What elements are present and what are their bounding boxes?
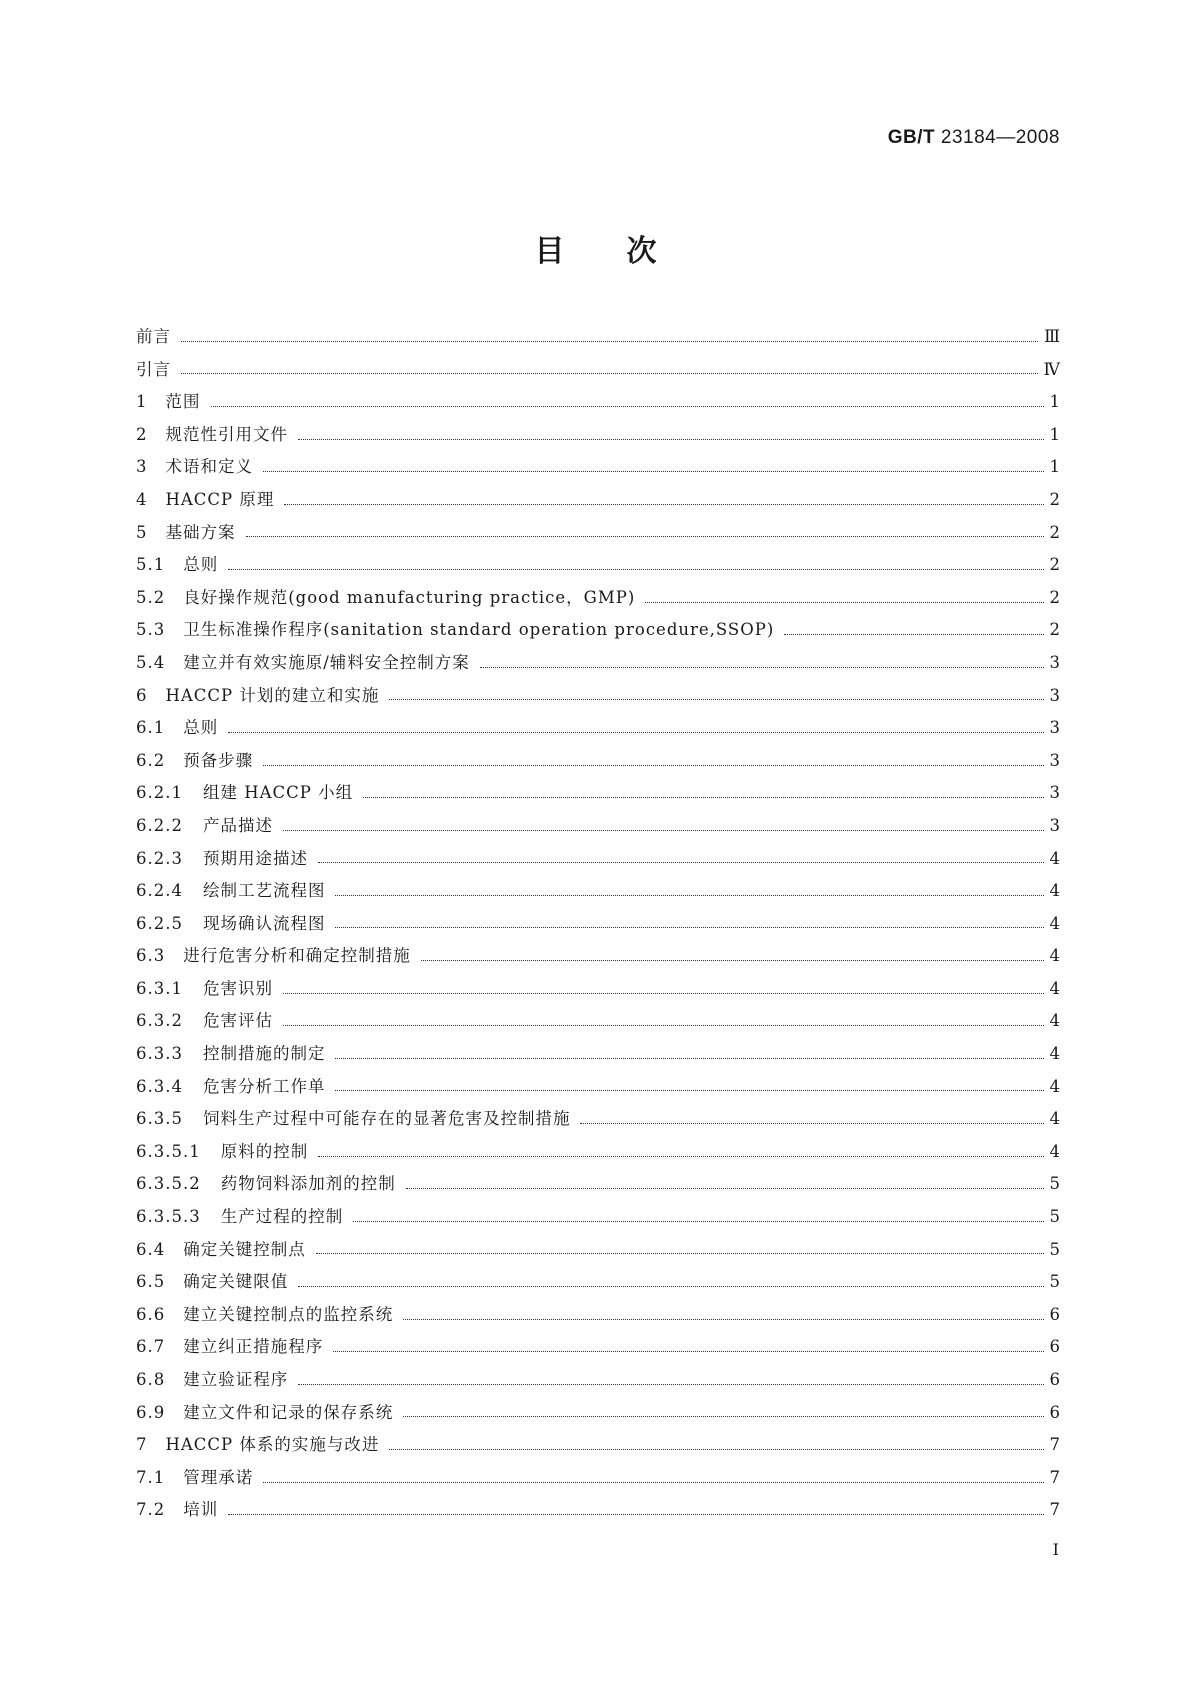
- toc-entry-number: 6.2.3: [136, 848, 183, 868]
- toc-entry-title: 现场确认流程图: [202, 913, 326, 933]
- toc-entry-number: 6.3.3: [136, 1044, 183, 1064]
- toc-entry-number: 7.2: [136, 1500, 166, 1520]
- toc-entry-title: HACCP 体系的实施与改进: [165, 1435, 380, 1455]
- toc-entry[interactable]: [136, 419, 1060, 452]
- toc-leader-dots: [298, 1286, 1043, 1287]
- toc-entry-number: 6.7: [136, 1337, 166, 1357]
- toc-entry-title: HACCP 计划的建立和实施: [165, 685, 380, 705]
- toc-leader-dots: [283, 1025, 1044, 1026]
- toc-entry-title: 规范性引用文件: [165, 424, 288, 444]
- toc-entry-page: 4: [1049, 1044, 1060, 1064]
- toc-leader-dots: [316, 1253, 1044, 1254]
- toc-entry-page: 2: [1049, 489, 1060, 509]
- toc-leader-dots: [403, 1319, 1043, 1320]
- toc-entry-title: 建立文件和记录的保存系统: [183, 1402, 394, 1422]
- toc-entry-page: Ⅳ: [1043, 359, 1060, 379]
- standard-prefix: GB/T: [887, 127, 936, 148]
- toc-entry-number: 5.1: [136, 555, 166, 575]
- toc-leader-dots: [784, 634, 1043, 635]
- page-number: Ⅰ: [1052, 1540, 1059, 1559]
- standard-code: 23184—2008: [940, 127, 1060, 148]
- toc-entry[interactable]: [136, 582, 1060, 615]
- toc-leader-dots: [421, 960, 1044, 961]
- toc-entry-title: 控制措施的制定: [202, 1044, 326, 1064]
- toc-entry-title: 基础方案: [165, 522, 236, 542]
- toc-entry-number: 6.3.5.3: [136, 1207, 201, 1227]
- toc-entry-page: 2: [1049, 522, 1060, 542]
- toc-leader-dots: [263, 471, 1044, 472]
- toc-entry-page: 7: [1049, 1500, 1060, 1520]
- toc-entry[interactable]: [136, 354, 1060, 387]
- toc-entry-title: 生产过程的控制: [220, 1207, 344, 1227]
- toc-entry-page: 3: [1049, 685, 1060, 705]
- toc-leader-dots: [228, 1514, 1043, 1515]
- toc-entry[interactable]: [136, 1136, 1060, 1169]
- toc-entry-title: 产品描述: [202, 815, 273, 835]
- toc-entry[interactable]: [136, 1462, 1060, 1495]
- table-of-contents: [136, 321, 1060, 1527]
- toc-entry-title: HACCP 原理: [165, 489, 275, 509]
- toc-entry-title: 绘制工艺流程图: [202, 881, 326, 901]
- toc-entry-page: 2: [1049, 620, 1060, 640]
- toc-entry[interactable]: [136, 386, 1060, 419]
- toc-entry-number: 5.4: [136, 652, 166, 672]
- toc-entry[interactable]: [136, 843, 1060, 876]
- toc-entry-page: 3: [1049, 652, 1060, 672]
- toc-entry-page: 7: [1049, 1467, 1060, 1487]
- toc-entry[interactable]: [136, 777, 1060, 810]
- toc-entry-page: 3: [1049, 815, 1060, 835]
- toc-entry-page: 4: [1049, 881, 1060, 901]
- toc-entry-page: 3: [1049, 750, 1060, 770]
- toc-leader-dots: [298, 1384, 1043, 1385]
- toc-leader-dots: [283, 830, 1044, 831]
- toc-entry-number: 6: [136, 685, 148, 705]
- toc-leader-dots: [263, 765, 1043, 766]
- toc-entry-page: 1: [1049, 392, 1060, 412]
- toc-entry[interactable]: [136, 1364, 1060, 1397]
- toc-leader-dots: [298, 439, 1044, 440]
- toc-entry-title: 卫生标准操作程序(sanitation standard operation procedure,SSOP): [183, 620, 775, 640]
- toc-entry-page: 4: [1049, 848, 1060, 868]
- toc-entry[interactable]: [136, 1397, 1060, 1430]
- toc-entry[interactable]: [136, 1234, 1060, 1267]
- toc-entry-number: 6.3.5.1: [136, 1141, 201, 1161]
- toc-entry-title: 危害识别: [202, 978, 273, 998]
- toc-entry-title: 建立纠正措施程序: [183, 1337, 324, 1357]
- toc-entry-number: 6.1: [136, 718, 166, 738]
- toc-entry-number: 5.3: [136, 620, 166, 640]
- toc-entry-number: 6.2.2: [136, 815, 183, 835]
- toc-entry[interactable]: [136, 321, 1060, 354]
- toc-entry-number: 6.3.5: [136, 1109, 183, 1129]
- toc-entry-page: 2: [1049, 555, 1060, 575]
- toc-entry[interactable]: [136, 1038, 1060, 1071]
- toc-entry-number: 6.2.5: [136, 913, 183, 933]
- toc-leader-dots: [283, 993, 1044, 994]
- toc-entry-page: 1: [1049, 424, 1060, 444]
- toc-entry[interactable]: [136, 647, 1060, 680]
- toc-entry-number: 6.5: [136, 1272, 166, 1292]
- toc-entry-page: 5: [1049, 1239, 1060, 1259]
- toc-entry-number: 6.8: [136, 1370, 166, 1389]
- toc-entry-title: 进行危害分析和确定控制措施: [183, 946, 411, 966]
- toc-entry-number: 6.3.4: [136, 1076, 183, 1096]
- toc-entry-number: 6.2.4: [136, 881, 183, 901]
- toc-entry[interactable]: [136, 484, 1060, 517]
- toc-leader-dots: [318, 862, 1044, 863]
- toc-entry[interactable]: [136, 745, 1060, 778]
- toc-entry-number: 1: [136, 392, 148, 412]
- toc-entry-title: 管理承诺: [183, 1467, 254, 1487]
- toc-entry-title: 原料的控制: [220, 1141, 309, 1161]
- toc-entry-page: 4: [1049, 1011, 1060, 1031]
- toc-entry-page: 3: [1049, 718, 1060, 738]
- toc-entry-title: 建立关键控制点的监控系统: [183, 1304, 394, 1324]
- toc-entry[interactable]: [136, 1103, 1060, 1136]
- toc-entry[interactable]: [136, 517, 1060, 550]
- toc-leader-dots: [228, 732, 1043, 733]
- toc-entry-page: 2: [1049, 587, 1060, 607]
- toc-entry-page: 1: [1049, 457, 1060, 477]
- toc-entry-page: 6: [1049, 1370, 1060, 1389]
- toc-leader-dots: [335, 895, 1043, 896]
- toc-entry-page: 6: [1049, 1337, 1060, 1357]
- toc-entry-title: 确定关键限值: [183, 1272, 289, 1292]
- toc-entry[interactable]: [136, 1168, 1060, 1201]
- toc-leader-dots: [335, 1058, 1043, 1059]
- toc-entry-page: 4: [1049, 946, 1060, 966]
- toc-entry-title: 饲料生产过程中可能存在的显著危害及控制措施: [202, 1109, 571, 1129]
- toc-entry[interactable]: [136, 712, 1060, 745]
- toc-entry-number: 6.3.5.2: [136, 1174, 201, 1194]
- toc-entry-number: 5: [136, 522, 148, 542]
- toc-entry-number: 6.2: [136, 750, 166, 770]
- toc-leader-dots: [284, 504, 1043, 505]
- toc-leader-dots: [211, 406, 1044, 407]
- toc-entry-title: 危害评估: [202, 1011, 273, 1031]
- toc-entry-number: 7: [136, 1435, 148, 1455]
- toc-entry[interactable]: [136, 680, 1060, 713]
- toc-leader-dots: [335, 1090, 1043, 1091]
- toc-entry-title: 范围: [165, 392, 201, 412]
- toc-entry[interactable]: [136, 940, 1060, 973]
- toc-entry[interactable]: [136, 549, 1060, 582]
- toc-entry-title: 预备步骤: [183, 750, 254, 770]
- toc-entry-title: 前言: [136, 327, 171, 346]
- toc-entry-title: 药物饲料添加剂的控制: [220, 1174, 396, 1194]
- toc-leader-dots: [181, 373, 1038, 374]
- toc-entry[interactable]: [136, 1071, 1060, 1104]
- toc-entry-number: 2: [136, 424, 148, 444]
- toc-entry-number: 6.3: [136, 946, 166, 966]
- toc-entry-number: 5.2: [136, 587, 166, 607]
- toc-entry[interactable]: [136, 451, 1060, 484]
- toc-leader-dots: [363, 797, 1043, 798]
- standard-number: [888, 127, 1060, 149]
- toc-entry[interactable]: [136, 1494, 1060, 1527]
- toc-entry-number: 6.3.1: [136, 978, 183, 998]
- toc-entry[interactable]: [136, 1005, 1060, 1038]
- toc-entry-title: 确定关键控制点: [183, 1239, 306, 1259]
- toc-leader-dots: [389, 699, 1043, 700]
- page-title: 目次: [534, 234, 719, 269]
- toc-leader-dots: [389, 1449, 1043, 1450]
- toc-leader-dots: [228, 569, 1043, 570]
- toc-entry[interactable]: [136, 1429, 1060, 1462]
- toc-entry-number: 6.4: [136, 1239, 166, 1259]
- toc-leader-dots: [333, 1351, 1043, 1352]
- toc-entry-page: 6: [1049, 1402, 1060, 1422]
- toc-entry-page: 7: [1049, 1435, 1060, 1455]
- toc-entry-page: 4: [1049, 1141, 1060, 1161]
- toc-entry-number: 6.9: [136, 1402, 166, 1422]
- toc-entry[interactable]: [136, 1331, 1060, 1364]
- toc-entry[interactable]: [136, 810, 1060, 843]
- toc-entry-page: Ⅲ: [1044, 327, 1060, 346]
- toc-entry-number: 4: [136, 489, 148, 509]
- toc-entry-page: 4: [1049, 1076, 1060, 1096]
- toc-entry-number: 6.2.1: [136, 783, 183, 803]
- toc-entry-title: 术语和定义: [165, 457, 253, 477]
- toc-entry-page: 5: [1049, 1174, 1060, 1194]
- toc-entry[interactable]: [136, 1299, 1060, 1332]
- toc-entry-title: 建立验证程序: [183, 1370, 289, 1389]
- toc-entry[interactable]: [136, 1201, 1060, 1234]
- toc-entry-page: 3: [1049, 783, 1060, 803]
- toc-entry-number: 6.6: [136, 1304, 166, 1324]
- toc-entry[interactable]: [136, 1266, 1060, 1299]
- toc-entry-title: 培训: [183, 1500, 219, 1520]
- toc-leader-dots: [263, 1482, 1043, 1483]
- toc-entry-title: 总则: [183, 718, 219, 738]
- toc-leader-dots: [406, 1188, 1044, 1189]
- toc-entry-page: 4: [1049, 1109, 1060, 1129]
- toc-entry[interactable]: [136, 973, 1060, 1006]
- toc-entry-page: 4: [1049, 913, 1060, 933]
- toc-entry-number: 6.3.2: [136, 1011, 183, 1031]
- toc-entry[interactable]: [136, 875, 1060, 908]
- toc-entry-page: 4: [1049, 978, 1060, 998]
- toc-leader-dots: [480, 667, 1044, 668]
- toc-leader-dots: [353, 1221, 1043, 1222]
- toc-entry-title: 建立并有效实施原/辅料安全控制方案: [183, 652, 470, 672]
- toc-leader-dots: [645, 602, 1043, 603]
- toc-entry-title: 良好操作规范(good manufacturing practice，GMP): [183, 587, 636, 607]
- toc-entry-page: 6: [1049, 1304, 1060, 1324]
- toc-leader-dots: [246, 536, 1044, 537]
- toc-leader-dots: [181, 341, 1038, 342]
- toc-entry-title: 组建 HACCP 小组: [202, 783, 354, 803]
- toc-entry-title: 总则: [183, 555, 219, 575]
- toc-entry-page: 5: [1049, 1207, 1060, 1227]
- toc-entry-page: 5: [1049, 1272, 1060, 1292]
- toc-entry-title: 危害分析工作单: [202, 1076, 326, 1096]
- toc-leader-dots: [403, 1416, 1043, 1417]
- toc-entry[interactable]: [136, 614, 1060, 647]
- toc-entry-title: 预期用途描述: [202, 848, 308, 868]
- toc-entry-number: 7.1: [136, 1467, 166, 1487]
- toc-leader-dots: [318, 1156, 1043, 1157]
- toc-entry-number: 3: [136, 457, 148, 477]
- toc-leader-dots: [335, 927, 1043, 928]
- toc-entry[interactable]: [136, 908, 1060, 941]
- toc-entry-title: 引言: [136, 359, 171, 379]
- toc-leader-dots: [580, 1123, 1043, 1124]
